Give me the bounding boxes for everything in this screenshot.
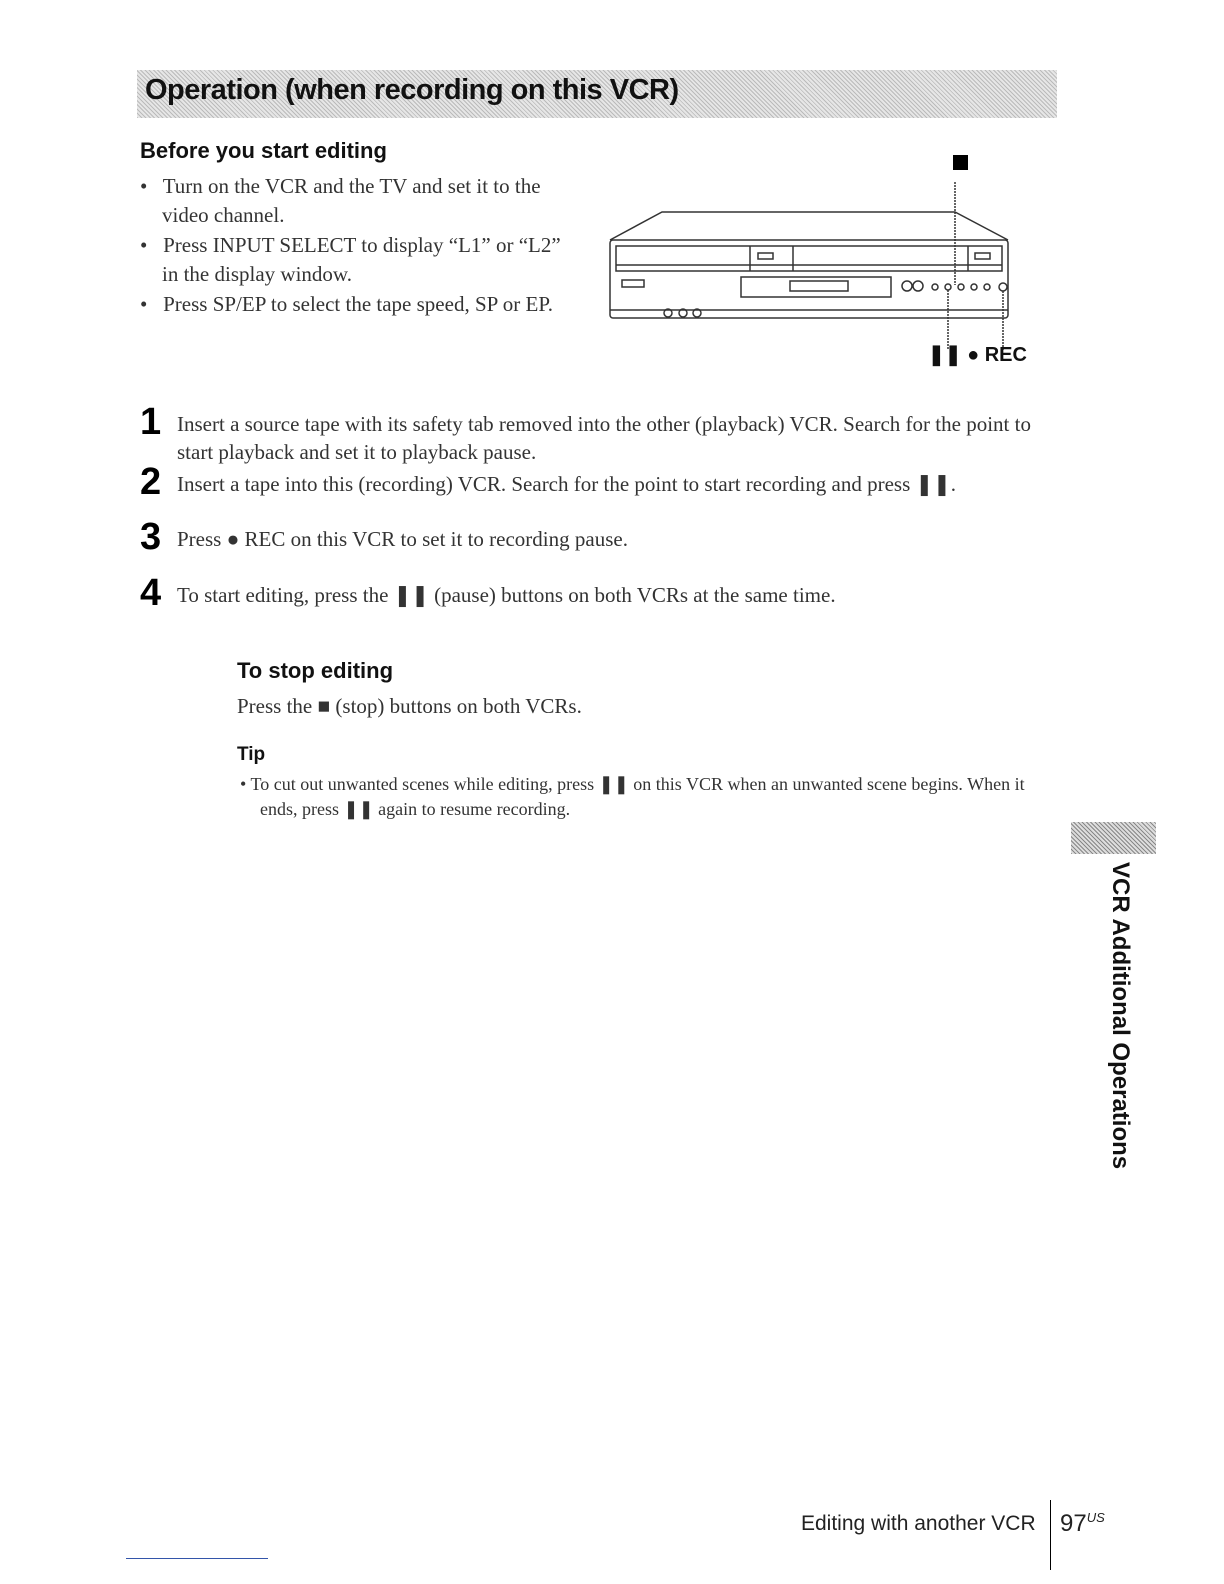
before-list	[140, 172, 570, 320]
footer-section: Editing with another VCR	[801, 1512, 1036, 1535]
list-item: • Turn on the VCR and the TV and set it to the video channel.	[140, 174, 541, 227]
step-number: 3	[140, 516, 162, 558]
footer-underline	[126, 1558, 268, 1559]
page-number: 97	[1060, 1510, 1087, 1537]
step-text: Insert a tape into this (recording) VCR. Search for the point to start recording and press ❚❚.	[177, 472, 956, 496]
step-4	[140, 572, 1060, 614]
section-tab	[1071, 822, 1156, 854]
step-text: Press ● REC on this VCR to set it to recording pause.	[177, 527, 628, 551]
stop-marker-icon	[953, 155, 968, 170]
step-2	[140, 461, 1060, 503]
pause-rec-label: ❚❚ ● REC	[928, 344, 1027, 366]
stop-text: Press the ■ (stop) buttons on both VCRs.	[237, 694, 582, 718]
list-item: • Press SP/EP to select the tape speed, SP or EP.	[140, 292, 553, 316]
list-item: • Press INPUT SELECT to display “L1” or “L2” in the display window.	[140, 233, 561, 286]
tip-heading: Tip	[237, 744, 266, 765]
step-text: Insert a source tape with its safety tab removed into the other (playback) VCR. Search for the point to start playback and set it to playback pause.	[177, 412, 1031, 464]
stop-heading: To stop editing	[237, 658, 394, 683]
tip-text: • To cut out unwanted scenes while editing, press ❚❚ on this VCR when an unwanted scene begins. When it ends, press ❚❚ again to resume recording.	[240, 774, 1025, 819]
step-1	[140, 401, 1060, 466]
side-tab-label: VCR Additional Operations	[1107, 862, 1134, 1170]
step-text: To start editing, press the ❚❚ (pause) buttons on both VCRs at the same time.	[177, 583, 836, 607]
step-number: 2	[140, 461, 162, 503]
title-banner	[137, 70, 1057, 118]
page-title: Operation (when recording on this VCR)	[145, 74, 679, 106]
step-number: 4	[140, 572, 162, 614]
before-heading: Before you start editing	[140, 138, 387, 163]
step-3	[140, 516, 1060, 558]
vcr-illustration	[600, 150, 1030, 350]
step-number: 1	[140, 401, 162, 443]
footer-divider	[1050, 1500, 1051, 1570]
page-suffix: US	[1086, 1510, 1105, 1525]
